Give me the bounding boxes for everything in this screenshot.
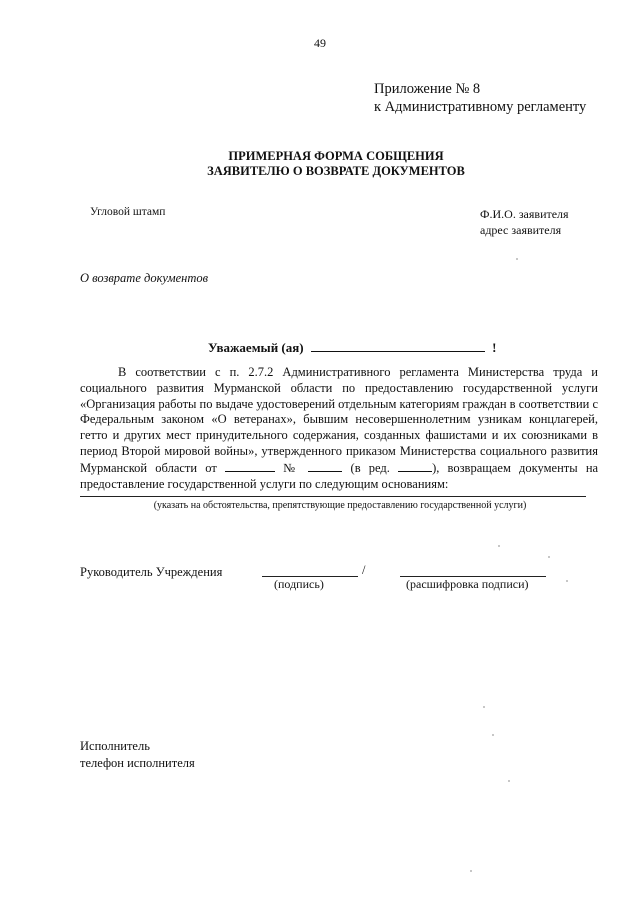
- performer-block: [80, 738, 195, 772]
- signature-decoding-hint: (расшифровка подписи): [406, 577, 529, 591]
- edition-date-blank: [398, 460, 432, 472]
- scan-speck: [516, 258, 518, 260]
- scan-speck: [548, 556, 550, 558]
- order-number-blank: [308, 460, 342, 472]
- order-number-sign: №: [283, 460, 301, 475]
- reason-hint: (указать на обстоятельства, препятствующие предоставлению государственной услуги): [153, 500, 527, 511]
- applicant-address-label: адрес заявителя: [480, 223, 562, 237]
- scan-speck: [566, 580, 568, 582]
- scan-speck: [498, 545, 500, 547]
- order-date-blank: [225, 460, 275, 472]
- corner-stamp-label: Угловой штамп: [90, 206, 166, 218]
- body-main-text: В соответствии с п. 2.7.2 Административного регламента Министерства труда и социального развития Мурманской области по предоставлению государственной услуги «Организация работы по выдаче удостоверений отдельным категориям граждан в соответствии с Федеральным законом «О ветеранах», бывшим несовершеннолетним узникам концлагерей, гетто и других мест принудительного содержания, созданных фашистами и их союзниками в период Второй мировой войны», утвержденного приказом Министерства социального развития Мурманской области от: [80, 365, 599, 475]
- letter-body: [80, 365, 598, 492]
- page-number: 49: [314, 36, 326, 50]
- appendix-number: Приложение № 8: [374, 81, 481, 97]
- scan-speck: [492, 734, 494, 736]
- recipient-name-blank: [311, 339, 485, 352]
- greeting-suffix: !: [492, 340, 497, 355]
- performer-label: Исполнитель: [80, 739, 150, 753]
- greeting: [208, 339, 496, 356]
- form-title-line-2: ЗАЯВИТЕЛЮ О ВОЗВРАТЕ ДОКУМЕНТОВ: [207, 164, 465, 178]
- body-tail-text: ), возвращаем документы на предоставление государственной услуги по следующим основаниям:: [80, 460, 599, 491]
- reason-blank-line: [80, 496, 586, 497]
- applicant-name-label: Ф.И.О. заявителя: [480, 207, 569, 221]
- letter-subject: О возврате документов: [80, 271, 209, 285]
- applicant-block: [480, 206, 569, 238]
- signature-hint: (подпись): [274, 577, 324, 591]
- form-title-line-1: ПРИМЕРНАЯ ФОРМА СОБЩЕНИЯ: [228, 149, 444, 163]
- form-title: [0, 149, 640, 179]
- signer-position: Руководитель Учреждения: [80, 565, 223, 579]
- greeting-prefix: Уважаемый (ая): [208, 340, 304, 355]
- appendix-reference: [374, 80, 586, 116]
- scan-speck: [483, 706, 485, 708]
- performer-phone-label: телефон исполнителя: [80, 756, 195, 770]
- appendix-regulation: к Административному регламенту: [374, 99, 587, 115]
- edition-open-text: (в ред.: [350, 460, 390, 475]
- signature-separator: /: [362, 563, 366, 577]
- scan-speck: [508, 780, 510, 782]
- scan-speck: [470, 870, 472, 872]
